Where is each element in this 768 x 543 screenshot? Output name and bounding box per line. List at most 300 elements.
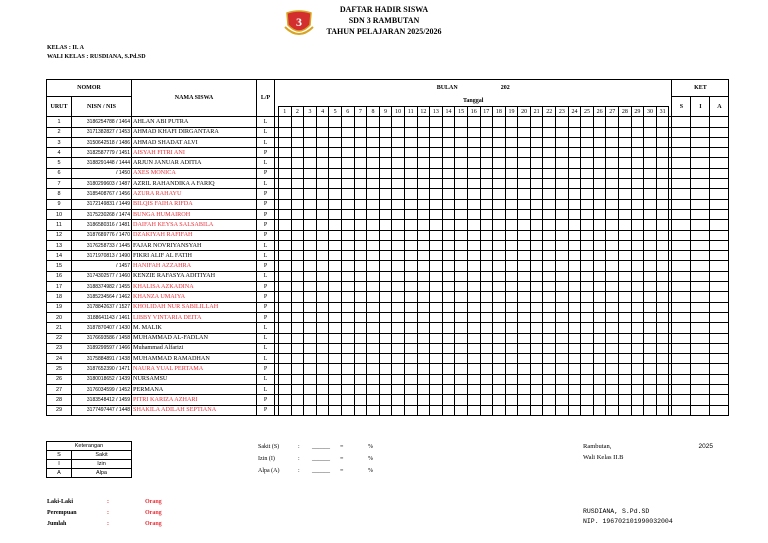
attendance-cell[interactable] [606, 312, 619, 322]
attendance-cell[interactable] [304, 354, 317, 364]
attendance-cell[interactable] [518, 323, 531, 333]
attendance-cell[interactable] [279, 292, 292, 302]
ket-i-cell[interactable] [691, 261, 710, 271]
attendance-cell[interactable] [430, 292, 443, 302]
attendance-cell[interactable] [619, 199, 632, 209]
attendance-cell[interactable] [644, 282, 657, 292]
attendance-cell[interactable] [341, 179, 354, 189]
attendance-cell[interactable] [530, 127, 543, 137]
attendance-cell[interactable] [279, 137, 292, 147]
attendance-cell[interactable] [543, 148, 556, 158]
attendance-cell[interactable] [619, 240, 632, 250]
attendance-cell[interactable] [568, 230, 581, 240]
attendance-cell[interactable] [606, 333, 619, 343]
attendance-cell[interactable] [316, 354, 329, 364]
attendance-cell[interactable] [644, 137, 657, 147]
ket-s-cell[interactable] [672, 354, 691, 364]
attendance-cell[interactable] [404, 292, 417, 302]
attendance-cell[interactable] [379, 364, 392, 374]
attendance-cell[interactable] [417, 179, 430, 189]
attendance-cell[interactable] [530, 230, 543, 240]
attendance-cell[interactable] [430, 364, 443, 374]
attendance-cell[interactable] [291, 199, 304, 209]
attendance-cell[interactable] [341, 374, 354, 384]
attendance-cell[interactable] [467, 127, 480, 137]
ket-a-cell[interactable] [710, 148, 729, 158]
attendance-cell[interactable] [480, 127, 493, 137]
attendance-cell[interactable] [455, 137, 468, 147]
ket-i-cell[interactable] [691, 312, 710, 322]
attendance-cell[interactable] [644, 302, 657, 312]
attendance-cell[interactable] [455, 271, 468, 281]
attendance-cell[interactable] [430, 385, 443, 395]
attendance-cell[interactable] [581, 405, 594, 415]
attendance-cell[interactable] [316, 282, 329, 292]
attendance-cell[interactable] [329, 137, 342, 147]
attendance-cell[interactable] [518, 209, 531, 219]
attendance-cell[interactable] [304, 199, 317, 209]
attendance-cell[interactable] [467, 374, 480, 384]
attendance-cell[interactable] [505, 168, 518, 178]
ket-s-cell[interactable] [672, 148, 691, 158]
attendance-cell[interactable] [480, 158, 493, 168]
attendance-cell[interactable] [304, 230, 317, 240]
attendance-cell[interactable] [593, 302, 606, 312]
attendance-cell[interactable] [619, 189, 632, 199]
attendance-cell[interactable] [644, 261, 657, 271]
attendance-cell[interactable] [304, 168, 317, 178]
attendance-cell[interactable] [455, 292, 468, 302]
attendance-cell[interactable] [543, 137, 556, 147]
attendance-cell[interactable] [606, 220, 619, 230]
attendance-cell[interactable] [467, 220, 480, 230]
attendance-cell[interactable] [291, 405, 304, 415]
attendance-cell[interactable] [656, 364, 669, 374]
attendance-cell[interactable] [467, 117, 480, 127]
attendance-cell[interactable] [631, 395, 644, 405]
attendance-cell[interactable] [291, 364, 304, 374]
attendance-cell[interactable] [556, 333, 569, 343]
attendance-cell[interactable] [404, 374, 417, 384]
attendance-cell[interactable] [631, 261, 644, 271]
attendance-cell[interactable] [417, 323, 430, 333]
ket-i-cell[interactable] [691, 230, 710, 240]
attendance-cell[interactable] [455, 323, 468, 333]
ket-a-cell[interactable] [710, 323, 729, 333]
attendance-cell[interactable] [518, 240, 531, 250]
attendance-cell[interactable] [543, 282, 556, 292]
attendance-cell[interactable] [455, 179, 468, 189]
attendance-cell[interactable] [619, 148, 632, 158]
attendance-cell[interactable] [581, 148, 594, 158]
attendance-cell[interactable] [379, 179, 392, 189]
attendance-cell[interactable] [279, 354, 292, 364]
attendance-cell[interactable] [442, 199, 455, 209]
attendance-cell[interactable] [404, 199, 417, 209]
attendance-cell[interactable] [631, 220, 644, 230]
attendance-cell[interactable] [593, 189, 606, 199]
attendance-cell[interactable] [430, 405, 443, 415]
ket-s-cell[interactable] [672, 189, 691, 199]
attendance-cell[interactable] [593, 220, 606, 230]
attendance-cell[interactable] [341, 343, 354, 353]
attendance-cell[interactable] [341, 168, 354, 178]
attendance-cell[interactable] [568, 364, 581, 374]
attendance-cell[interactable] [656, 251, 669, 261]
attendance-cell[interactable] [304, 282, 317, 292]
attendance-cell[interactable] [518, 302, 531, 312]
attendance-cell[interactable] [341, 117, 354, 127]
attendance-cell[interactable] [619, 127, 632, 137]
attendance-cell[interactable] [304, 333, 317, 343]
attendance-cell[interactable] [442, 117, 455, 127]
attendance-cell[interactable] [417, 189, 430, 199]
ket-i-cell[interactable] [691, 148, 710, 158]
attendance-cell[interactable] [568, 261, 581, 271]
attendance-cell[interactable] [279, 271, 292, 281]
attendance-cell[interactable] [291, 261, 304, 271]
ket-a-cell[interactable] [710, 354, 729, 364]
attendance-cell[interactable] [379, 168, 392, 178]
attendance-cell[interactable] [656, 209, 669, 219]
attendance-cell[interactable] [367, 158, 380, 168]
attendance-cell[interactable] [367, 374, 380, 384]
attendance-cell[interactable] [291, 179, 304, 189]
attendance-cell[interactable] [354, 189, 367, 199]
attendance-cell[interactable] [304, 240, 317, 250]
attendance-cell[interactable] [568, 179, 581, 189]
attendance-cell[interactable] [417, 364, 430, 374]
attendance-cell[interactable] [417, 230, 430, 240]
attendance-cell[interactable] [480, 395, 493, 405]
attendance-cell[interactable] [291, 385, 304, 395]
attendance-cell[interactable] [341, 199, 354, 209]
attendance-cell[interactable] [329, 354, 342, 364]
ket-a-cell[interactable] [710, 261, 729, 271]
attendance-cell[interactable] [379, 199, 392, 209]
attendance-cell[interactable] [644, 199, 657, 209]
attendance-cell[interactable] [304, 271, 317, 281]
attendance-cell[interactable] [455, 209, 468, 219]
attendance-cell[interactable] [556, 292, 569, 302]
attendance-cell[interactable] [379, 292, 392, 302]
attendance-cell[interactable] [581, 374, 594, 384]
attendance-cell[interactable] [404, 261, 417, 271]
attendance-cell[interactable] [467, 333, 480, 343]
ket-i-cell[interactable] [691, 333, 710, 343]
ket-s-cell[interactable] [672, 158, 691, 168]
attendance-cell[interactable] [367, 343, 380, 353]
attendance-cell[interactable] [518, 179, 531, 189]
attendance-cell[interactable] [568, 127, 581, 137]
attendance-cell[interactable] [581, 230, 594, 240]
ket-i-cell[interactable] [691, 292, 710, 302]
attendance-cell[interactable] [593, 354, 606, 364]
attendance-cell[interactable] [530, 354, 543, 364]
attendance-cell[interactable] [656, 199, 669, 209]
attendance-cell[interactable] [543, 333, 556, 343]
attendance-cell[interactable] [505, 395, 518, 405]
attendance-cell[interactable] [568, 323, 581, 333]
attendance-cell[interactable] [518, 282, 531, 292]
attendance-cell[interactable] [291, 282, 304, 292]
attendance-cell[interactable] [354, 209, 367, 219]
attendance-cell[interactable] [543, 343, 556, 353]
attendance-cell[interactable] [593, 148, 606, 158]
attendance-cell[interactable] [404, 271, 417, 281]
attendance-cell[interactable] [581, 158, 594, 168]
attendance-cell[interactable] [291, 251, 304, 261]
ket-i-cell[interactable] [691, 323, 710, 333]
attendance-cell[interactable] [493, 395, 506, 405]
attendance-cell[interactable] [392, 271, 405, 281]
ket-a-cell[interactable] [710, 127, 729, 137]
attendance-cell[interactable] [291, 168, 304, 178]
attendance-cell[interactable] [467, 364, 480, 374]
attendance-cell[interactable] [505, 220, 518, 230]
attendance-cell[interactable] [329, 199, 342, 209]
attendance-cell[interactable] [568, 189, 581, 199]
attendance-cell[interactable] [354, 292, 367, 302]
attendance-cell[interactable] [392, 405, 405, 415]
attendance-cell[interactable] [543, 395, 556, 405]
ket-i-cell[interactable] [691, 364, 710, 374]
attendance-cell[interactable] [518, 148, 531, 158]
attendance-cell[interactable] [530, 199, 543, 209]
attendance-cell[interactable] [606, 117, 619, 127]
attendance-cell[interactable] [644, 385, 657, 395]
attendance-cell[interactable] [367, 261, 380, 271]
attendance-cell[interactable] [593, 127, 606, 137]
attendance-cell[interactable] [619, 209, 632, 219]
attendance-cell[interactable] [644, 158, 657, 168]
attendance-cell[interactable] [404, 312, 417, 322]
attendance-cell[interactable] [631, 127, 644, 137]
attendance-cell[interactable] [644, 189, 657, 199]
attendance-cell[interactable] [455, 117, 468, 127]
ket-a-cell[interactable] [710, 312, 729, 322]
attendance-cell[interactable] [392, 374, 405, 384]
attendance-cell[interactable] [404, 395, 417, 405]
ket-i-cell[interactable] [691, 199, 710, 209]
attendance-cell[interactable] [568, 209, 581, 219]
attendance-cell[interactable] [530, 302, 543, 312]
attendance-cell[interactable] [430, 395, 443, 405]
attendance-cell[interactable] [505, 343, 518, 353]
attendance-cell[interactable] [581, 220, 594, 230]
attendance-cell[interactable] [304, 312, 317, 322]
attendance-cell[interactable] [543, 271, 556, 281]
attendance-cell[interactable] [518, 333, 531, 343]
attendance-cell[interactable] [404, 179, 417, 189]
attendance-cell[interactable] [518, 354, 531, 364]
attendance-cell[interactable] [480, 189, 493, 199]
attendance-cell[interactable] [518, 292, 531, 302]
attendance-cell[interactable] [556, 395, 569, 405]
attendance-cell[interactable] [543, 230, 556, 240]
attendance-cell[interactable] [304, 117, 317, 127]
attendance-cell[interactable] [379, 240, 392, 250]
attendance-cell[interactable] [467, 282, 480, 292]
attendance-cell[interactable] [606, 179, 619, 189]
attendance-cell[interactable] [619, 323, 632, 333]
attendance-cell[interactable] [455, 302, 468, 312]
attendance-cell[interactable] [291, 312, 304, 322]
attendance-cell[interactable] [530, 271, 543, 281]
attendance-cell[interactable] [619, 137, 632, 147]
attendance-cell[interactable] [379, 220, 392, 230]
attendance-cell[interactable] [329, 364, 342, 374]
attendance-cell[interactable] [656, 302, 669, 312]
attendance-cell[interactable] [316, 251, 329, 261]
attendance-cell[interactable] [619, 282, 632, 292]
attendance-cell[interactable] [467, 271, 480, 281]
attendance-cell[interactable] [606, 137, 619, 147]
attendance-cell[interactable] [430, 148, 443, 158]
attendance-cell[interactable] [417, 343, 430, 353]
attendance-cell[interactable] [279, 282, 292, 292]
attendance-cell[interactable] [316, 209, 329, 219]
attendance-cell[interactable] [329, 209, 342, 219]
attendance-cell[interactable] [304, 158, 317, 168]
attendance-cell[interactable] [404, 209, 417, 219]
attendance-cell[interactable] [467, 323, 480, 333]
attendance-cell[interactable] [354, 199, 367, 209]
attendance-cell[interactable] [291, 220, 304, 230]
attendance-cell[interactable] [430, 261, 443, 271]
attendance-cell[interactable] [417, 374, 430, 384]
attendance-cell[interactable] [543, 323, 556, 333]
attendance-cell[interactable] [379, 374, 392, 384]
attendance-cell[interactable] [493, 158, 506, 168]
attendance-cell[interactable] [606, 240, 619, 250]
attendance-cell[interactable] [417, 333, 430, 343]
attendance-cell[interactable] [329, 168, 342, 178]
attendance-cell[interactable] [556, 312, 569, 322]
attendance-cell[interactable] [505, 302, 518, 312]
attendance-cell[interactable] [354, 220, 367, 230]
attendance-cell[interactable] [518, 261, 531, 271]
attendance-cell[interactable] [367, 364, 380, 374]
attendance-cell[interactable] [619, 395, 632, 405]
attendance-cell[interactable] [316, 158, 329, 168]
attendance-cell[interactable] [304, 385, 317, 395]
attendance-cell[interactable] [480, 292, 493, 302]
attendance-cell[interactable] [392, 343, 405, 353]
attendance-cell[interactable] [606, 271, 619, 281]
attendance-cell[interactable] [329, 292, 342, 302]
attendance-cell[interactable] [341, 137, 354, 147]
attendance-cell[interactable] [279, 168, 292, 178]
attendance-cell[interactable] [354, 261, 367, 271]
attendance-cell[interactable] [568, 168, 581, 178]
attendance-cell[interactable] [417, 148, 430, 158]
attendance-cell[interactable] [493, 240, 506, 250]
attendance-cell[interactable] [417, 251, 430, 261]
attendance-cell[interactable] [543, 189, 556, 199]
attendance-cell[interactable] [543, 199, 556, 209]
attendance-cell[interactable] [644, 127, 657, 137]
attendance-cell[interactable] [593, 240, 606, 250]
ket-a-cell[interactable] [710, 179, 729, 189]
ket-a-cell[interactable] [710, 189, 729, 199]
attendance-cell[interactable] [341, 395, 354, 405]
attendance-cell[interactable] [379, 354, 392, 364]
attendance-cell[interactable] [568, 282, 581, 292]
attendance-cell[interactable] [367, 230, 380, 240]
attendance-cell[interactable] [530, 312, 543, 322]
attendance-cell[interactable] [606, 302, 619, 312]
attendance-cell[interactable] [644, 117, 657, 127]
attendance-cell[interactable] [354, 323, 367, 333]
ket-s-cell[interactable] [672, 302, 691, 312]
attendance-cell[interactable] [530, 117, 543, 127]
attendance-cell[interactable] [480, 199, 493, 209]
attendance-cell[interactable] [467, 405, 480, 415]
attendance-cell[interactable] [505, 127, 518, 137]
attendance-cell[interactable] [493, 302, 506, 312]
attendance-cell[interactable] [329, 189, 342, 199]
attendance-cell[interactable] [467, 292, 480, 302]
attendance-cell[interactable] [606, 395, 619, 405]
attendance-cell[interactable] [631, 209, 644, 219]
attendance-cell[interactable] [329, 395, 342, 405]
attendance-cell[interactable] [644, 209, 657, 219]
attendance-cell[interactable] [581, 292, 594, 302]
attendance-cell[interactable] [341, 282, 354, 292]
attendance-cell[interactable] [354, 395, 367, 405]
attendance-cell[interactable] [291, 343, 304, 353]
attendance-cell[interactable] [543, 209, 556, 219]
attendance-cell[interactable] [304, 302, 317, 312]
attendance-cell[interactable] [455, 395, 468, 405]
attendance-cell[interactable] [644, 292, 657, 302]
attendance-cell[interactable] [467, 148, 480, 158]
attendance-cell[interactable] [304, 405, 317, 415]
attendance-cell[interactable] [291, 302, 304, 312]
attendance-cell[interactable] [480, 385, 493, 395]
attendance-cell[interactable] [367, 220, 380, 230]
attendance-cell[interactable] [505, 117, 518, 127]
ket-i-cell[interactable] [691, 209, 710, 219]
attendance-cell[interactable] [316, 333, 329, 343]
attendance-cell[interactable] [367, 251, 380, 261]
attendance-cell[interactable] [367, 282, 380, 292]
ket-a-cell[interactable] [710, 117, 729, 127]
attendance-cell[interactable] [644, 405, 657, 415]
attendance-cell[interactable] [291, 117, 304, 127]
attendance-cell[interactable] [379, 189, 392, 199]
attendance-cell[interactable] [631, 199, 644, 209]
attendance-cell[interactable] [467, 168, 480, 178]
ket-s-cell[interactable] [672, 168, 691, 178]
attendance-cell[interactable] [379, 302, 392, 312]
ket-i-cell[interactable] [691, 385, 710, 395]
attendance-cell[interactable] [480, 364, 493, 374]
attendance-cell[interactable] [442, 168, 455, 178]
attendance-cell[interactable] [518, 405, 531, 415]
ket-s-cell[interactable] [672, 240, 691, 250]
attendance-cell[interactable] [530, 395, 543, 405]
attendance-cell[interactable] [656, 292, 669, 302]
attendance-cell[interactable] [291, 137, 304, 147]
attendance-cell[interactable] [354, 282, 367, 292]
attendance-cell[interactable] [442, 374, 455, 384]
attendance-cell[interactable] [316, 405, 329, 415]
ket-i-cell[interactable] [691, 220, 710, 230]
attendance-cell[interactable] [656, 312, 669, 322]
attendance-cell[interactable] [606, 199, 619, 209]
